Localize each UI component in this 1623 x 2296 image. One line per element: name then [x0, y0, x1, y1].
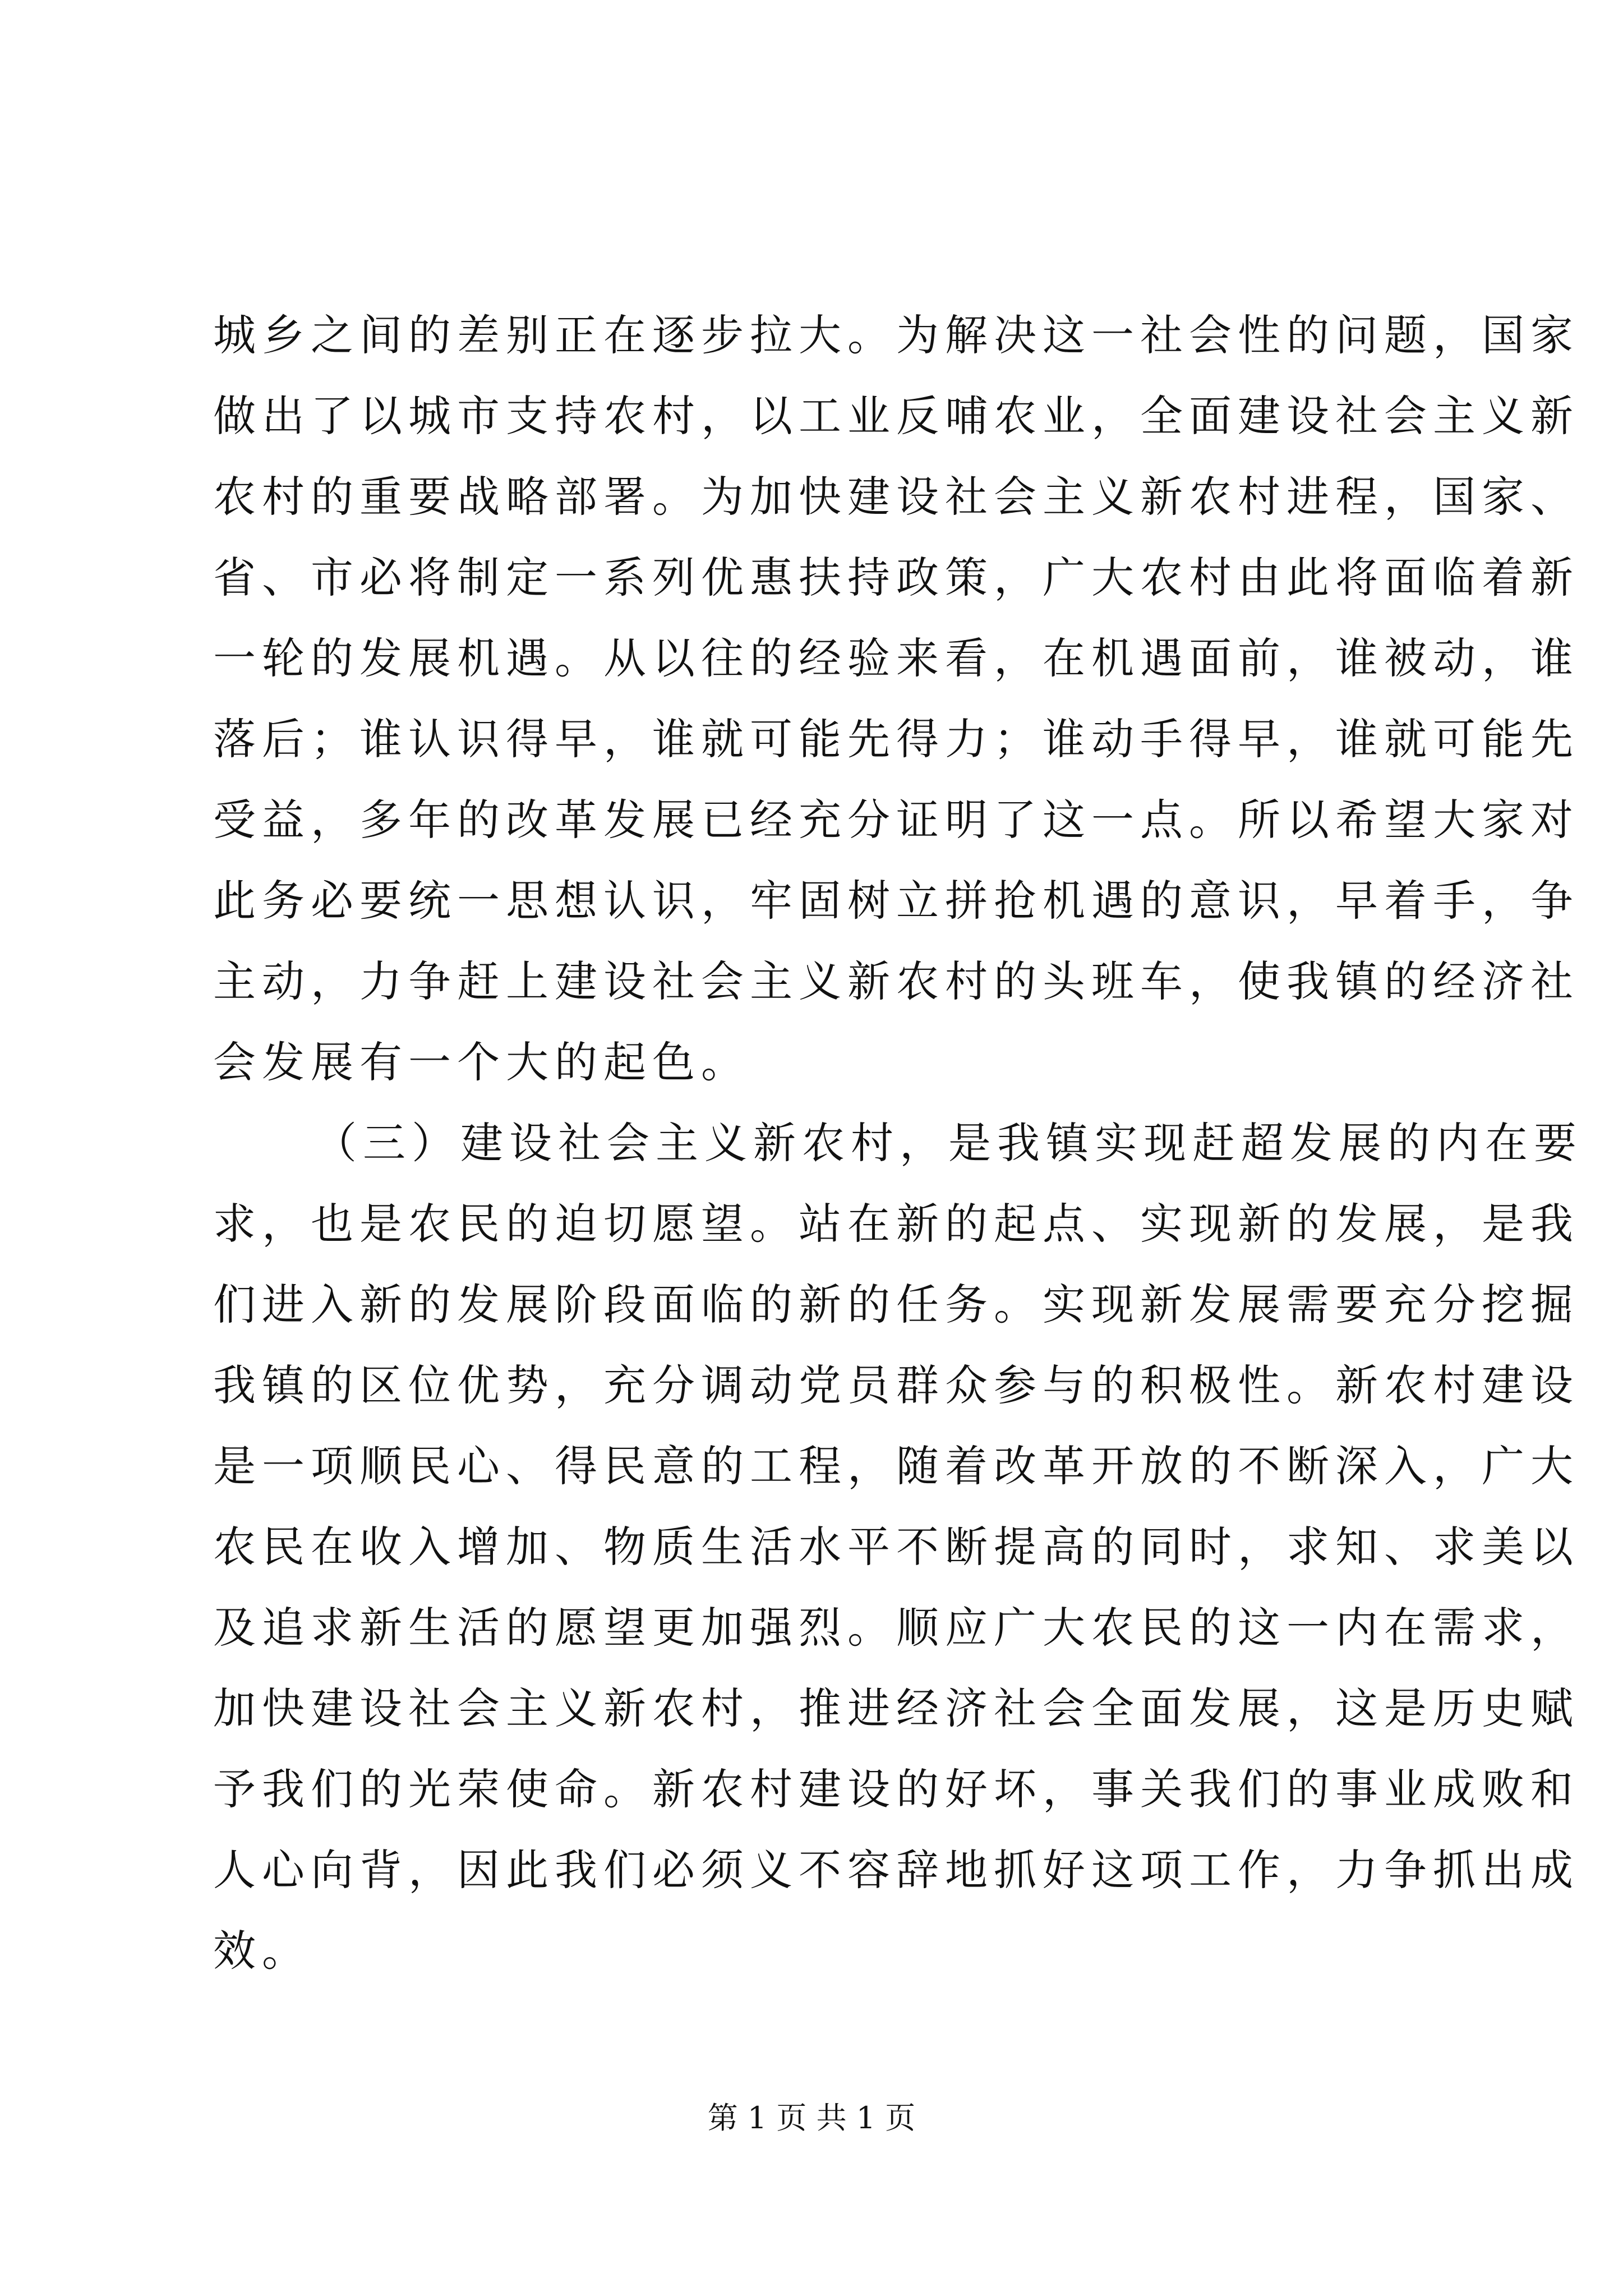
text-line: 人心向背，因此我们必须义不容辞地抓好这项工作，力争抓出成 — [213, 1845, 1579, 1895]
text-line: （三）建设社会主义新农村，是我镇实现赶超发展的内在要 — [314, 1118, 1583, 1168]
text-line: 农民在收入增加、物质生活水平不断提高的同时，求知、求美以 — [213, 1522, 1579, 1572]
document-body — [213, 295, 1583, 1991]
text-line: 求，也是农民的迫切愿望。站在新的起点、实现新的发展，是我 — [213, 1199, 1579, 1249]
text-line: 主动，力争赶上建设社会主义新农村的头班车，使我镇的经济社 — [213, 956, 1579, 1006]
text-line: 加快建设社会主义新农村，推进经济社会全面发展，这是历史赋 — [213, 1683, 1579, 1733]
text-line: 及追求新生活的愿望更加强烈。顺应广大农民的这一内在需求， — [213, 1603, 1579, 1653]
text-line: 城乡之间的差别正在逐步拉大。为解决这一社会性的问题，国家 — [213, 310, 1579, 360]
paragraph-1 — [213, 295, 1579, 1103]
text-line: 会发展有一个大的起色。 — [213, 1037, 750, 1087]
text-line: 省、市必将制定一系列优惠扶持政策，广大农村由此将面临着新 — [213, 553, 1579, 602]
text-line: 此务必要统一思想认识，牢固树立拼抢机遇的意识，早着手，争 — [213, 876, 1579, 926]
text-line: 一轮的发展机遇。从以往的经验来看，在机遇面前，谁被动，谁 — [213, 633, 1579, 683]
text-line: 落后；谁认识得早，谁就可能先得力；谁动手得早，谁就可能先 — [213, 714, 1579, 764]
text-line: 效。 — [213, 1926, 311, 1976]
text-line: 们进入新的发展阶段面临的新的任务。实现新发展需要充分挖掘 — [213, 1280, 1579, 1329]
text-line: 是一项顺民心、得民意的工程，随着改革开放的不断深入，广大 — [213, 1441, 1579, 1491]
text-line: 予我们的光荣使命。新农村建设的好坏，事关我们的事业成败和 — [213, 1764, 1579, 1814]
text-line: 受益，多年的改革发展已经充分证明了这一点。所以希望大家对 — [213, 795, 1579, 845]
page-number-footer: 第 1 页 共 1 页 — [707, 2100, 916, 2136]
text-line: 农村的重要战略部署。为加快建设社会主义新农村进程，国家、 — [213, 472, 1579, 522]
paragraph-2 — [213, 1103, 1583, 1991]
text-line: 做出了以城市支持农村，以工业反哺农业，全面建设社会主义新 — [213, 391, 1579, 441]
text-line: 我镇的区位优势，充分调动党员群众参与的积极性。新农村建设 — [213, 1360, 1579, 1410]
